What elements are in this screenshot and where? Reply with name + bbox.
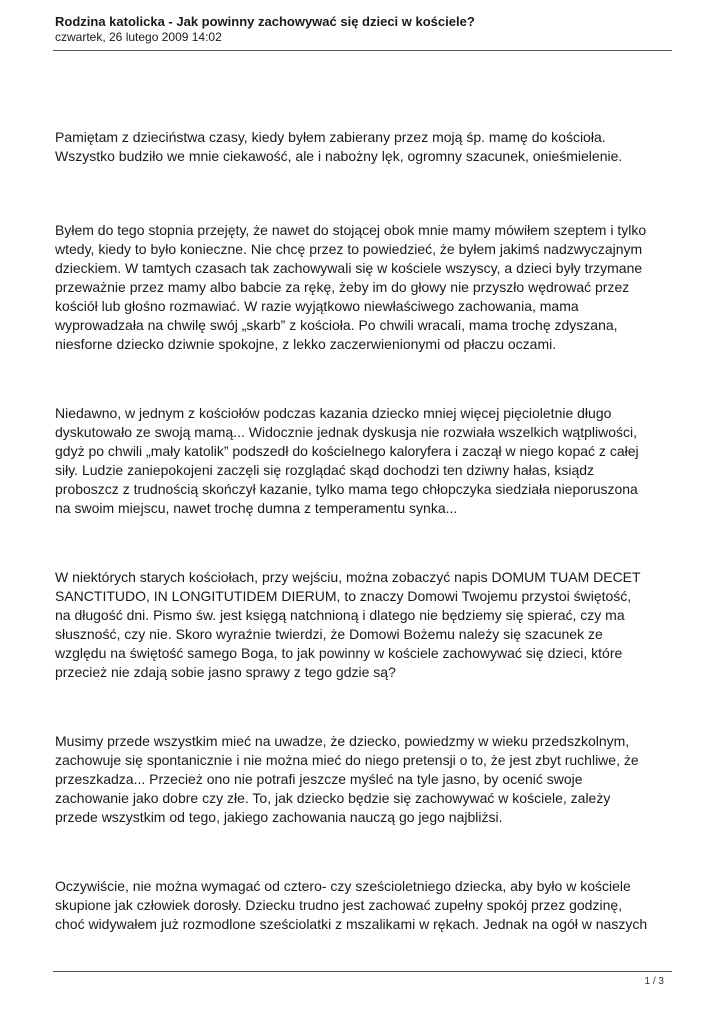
paragraph-4: W niektórych starych kościołach, przy wejściu, można zobaczyć napis DOMUM TUAM DECET SANCTITUDO, IN LONGITUTIDEM DIERUM, to znaczy Domowi Twojemu przystoi świętość, na długość dni. Pismo św. jest księgą natchnioną i dlatego nie będziemy się spierać, czy ma słuszność, czy nie. Skoro wyraźnie twierdzi, że Domowi Bożemu należy się szacunek ze względu na świętość samego Boga, to jak powinny w kościele zachowywać się dzieci, które przecież nie zdają sobie jasno sprawy z tego gdzie są? xyxy=(55,569,641,680)
article-date: czwartek, 26 lutego 2009 14:02 xyxy=(55,30,222,44)
header-divider xyxy=(53,50,672,51)
paragraph-2: Byłem do tego stopnia przejęty, że nawet do stojącej obok mnie mamy mówiłem szeptem i tylko wtedy, kiedy to było konieczne. Nie chcę przez to powiedzieć, że byłem jakimś nadzwyczajnym dzieckiem. W tamtych czasach tak zachowywali się w kościele wszyscy, a dzieci były trzymane przeważnie przez mamy albo babcie za rękę, żeby im do głowy nie przyszło wędrować przez kościół lub głośno rozmawiać. W razie wyjątkowo niewłaściwego zachowania, mama wyprowadzała na chwilę swój „skarb” z kościoła. Po chwili wracali, mama trochę zdyszana, niesforne dziecko dziwnie spokojne, z lekko zaczerwienionymi od płaczu oczami. xyxy=(55,222,647,352)
page-header xyxy=(55,13,672,45)
paragraph-3: Niedawno, w jednym z kościołów podczas kazania dziecko mniej więcej pięcioletnie długo dyskutowało ze swoją mamą... Widocznie jednak dyskusja nie rozwiała wszelkich wątpliwości, gdyż po chwili „mały katolik” podszedł do kościelnego kaloryfera i zaczął w niego kopać z całej siły. Ludzie zaniepokojeni zaczęli się rozglądać skąd dochodzi ten dziwny hałas, ksiądz proboszcz z trudnością skończył kazanie, tylko mama tego chłopczyka siedziała nieporuszona na swoim miejscu, nawet trochę dumna z temperamentu synka... xyxy=(55,405,639,516)
paragraph-1: Pamiętam z dzieciństwa czasy, kiedy byłem zabierany przez moją śp. mamę do kościoła. Wszystko budziło we mnie ciekawość, ale i nabożny lęk, ogromny szacunek, onieśmielenie. xyxy=(55,129,623,164)
article-title: Rodzina katolicka - Jak powinny zachowywać się dzieci w kościele? xyxy=(55,14,475,29)
page-number: 1 / 3 xyxy=(644,976,664,987)
footer-divider xyxy=(53,971,672,972)
paragraph-6: Oczywiście, nie można wymagać od cztero- czy sześcioletniego dziecka, aby było w kościele skupione jak człowiek dorosły. Dziecku trudno jest zachować zupełny spokój przez godzinę, choć widywałem już rozmodlone sześciolatki z mszalikami w rękach. Jednak na ogół w naszych xyxy=(55,878,648,932)
paragraph-5: Musimy przede wszystkim mieć na uwadze, że dziecko, powiedzmy w wieku przedszkolnym, zachowuje się spontanicznie i nie można mieć do niego pretensji o to, że jest zbyt ruchliwe, że przeszkadza... Przecież ono nie potrafi jeszcze myśleć na tyle jasno, by ocenić swoje zachowanie jako dobre czy złe. To, jak dziecko będzie się zachowywać w kościele, zależy przede wszystkim od tego, jakiego zachowania nauczą go jego najbliżsi. xyxy=(55,733,639,825)
